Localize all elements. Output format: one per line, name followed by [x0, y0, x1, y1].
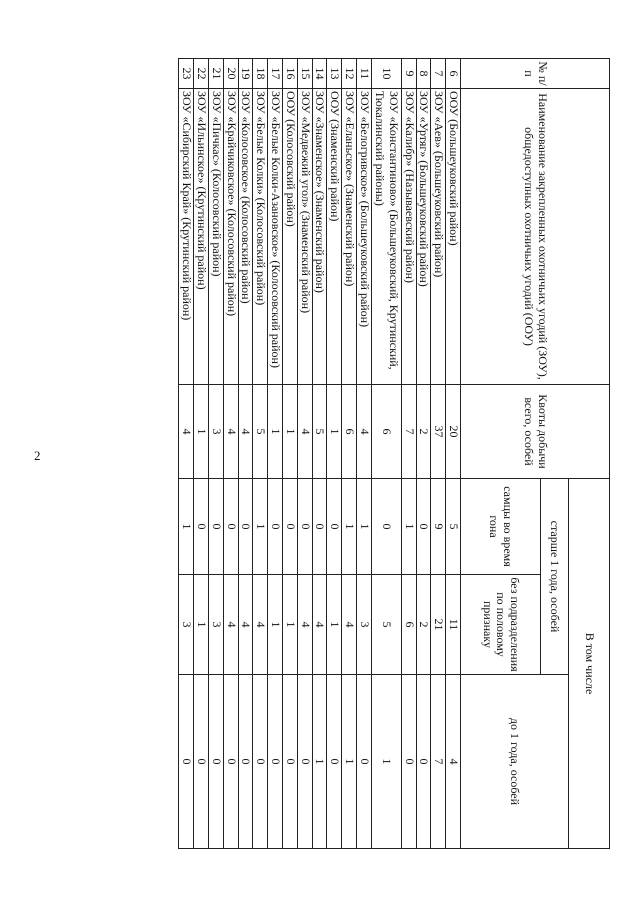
- row-males: 0: [416, 479, 431, 575]
- row-quota: 1: [194, 385, 209, 479]
- row-number: 22: [194, 59, 209, 89]
- row-name: ЗОУ «Крайчиковское» (Колосовский район): [223, 89, 238, 385]
- row-number: 14: [312, 59, 327, 89]
- row-quota: 6: [342, 385, 357, 479]
- header-males: самцы во время гона: [461, 479, 541, 575]
- row-young: 0: [327, 675, 342, 849]
- row-quota: 6: [371, 385, 401, 479]
- table-row: [223, 59, 238, 849]
- row-name: ЗОУ «Белые Колки» (Колосовский район): [253, 89, 268, 385]
- row-males: 1: [253, 479, 268, 575]
- row-males: 0: [209, 479, 224, 575]
- row-no-gender: 3: [179, 575, 194, 675]
- row-name: ЗОУ «Белогривское» (Большеуковский район): [357, 89, 372, 385]
- row-males: 0: [283, 479, 298, 575]
- row-no-gender: 4: [223, 575, 238, 675]
- row-young: 0: [194, 675, 209, 849]
- row-males: 0: [297, 479, 312, 575]
- row-quota: 37: [431, 385, 446, 479]
- table-row: [357, 59, 372, 849]
- row-no-gender: 6: [401, 575, 416, 675]
- row-males: 1: [342, 479, 357, 575]
- row-quota: 7: [401, 385, 416, 479]
- table-row: [297, 59, 312, 849]
- row-no-gender: 4: [312, 575, 327, 675]
- row-number: 13: [327, 59, 342, 89]
- row-quota: 3: [209, 385, 224, 479]
- row-young: 0: [357, 675, 372, 849]
- row-quota: 4: [179, 385, 194, 479]
- row-no-gender: 11: [446, 575, 461, 675]
- row-number: 6: [446, 59, 461, 89]
- row-name: ООУ (Знаменский район): [327, 89, 342, 385]
- table-row: [342, 59, 357, 849]
- row-no-gender: 2: [416, 575, 431, 675]
- row-males: 0: [268, 479, 283, 575]
- row-number: 11: [357, 59, 372, 89]
- table-row: [416, 59, 431, 849]
- row-number: 21: [209, 59, 224, 89]
- row-no-gender: 1: [194, 575, 209, 675]
- row-no-gender: 5: [371, 575, 401, 675]
- row-young: 0: [401, 675, 416, 849]
- header-young: до 1 года, особей: [461, 675, 569, 849]
- quota-table: [178, 58, 610, 849]
- table-row: [268, 59, 283, 849]
- row-number: 12: [342, 59, 357, 89]
- table-row: [431, 59, 446, 849]
- row-males: 0: [194, 479, 209, 575]
- row-number: 23: [179, 59, 194, 89]
- table-row: [209, 59, 224, 849]
- row-name: ЗОУ «Медвежий угол» (Знаменский район): [297, 89, 312, 385]
- row-number: 17: [268, 59, 283, 89]
- row-young: 0: [268, 675, 283, 849]
- table-row: [446, 59, 461, 849]
- row-name: ЗОУ «Пичкас» (Колосовский район): [209, 89, 224, 385]
- row-young: 1: [342, 675, 357, 849]
- row-young: 4: [446, 675, 461, 849]
- row-no-gender: 1: [268, 575, 283, 675]
- row-quota: 4: [357, 385, 372, 479]
- row-name: ЗОУ «Знаменское» (Знаменский район): [312, 89, 327, 385]
- row-young: 0: [297, 675, 312, 849]
- row-number: 20: [223, 59, 238, 89]
- row-males: 5: [446, 479, 461, 575]
- header-no-gender: без подразделения по половому признаку: [461, 575, 541, 675]
- header-number: № п/п: [461, 59, 610, 89]
- header-name: Наименование закрепленных охотничьих угодий (ЗОУ), общедоступных охотничьих угодий (ООУ): [461, 89, 610, 385]
- row-quota: 1: [268, 385, 283, 479]
- row-quota: 4: [238, 385, 253, 479]
- header-including: В том числе: [569, 479, 610, 849]
- row-number: 19: [238, 59, 253, 89]
- row-quota: 4: [223, 385, 238, 479]
- row-males: 1: [357, 479, 372, 575]
- rotated-table-container: [180, 58, 610, 848]
- row-no-gender: 1: [283, 575, 298, 675]
- row-young: 1: [371, 675, 401, 849]
- row-young: 0: [253, 675, 268, 849]
- row-males: 0: [238, 479, 253, 575]
- row-name: ЗОУ «Константиново» (Большеуковский, Крутинский, Тюкалинский районы): [371, 89, 401, 385]
- row-quota: 2: [416, 385, 431, 479]
- row-males: 1: [401, 479, 416, 575]
- table-body: [179, 59, 461, 849]
- row-young: 0: [416, 675, 431, 849]
- row-name: ЗОУ «Ильинское» (Крутинский район): [194, 89, 209, 385]
- table-row: [401, 59, 416, 849]
- row-males: 9: [431, 479, 446, 575]
- row-young: 0: [238, 675, 253, 849]
- row-quota: 1: [327, 385, 342, 479]
- row-number: 7: [431, 59, 446, 89]
- row-no-gender: 4: [253, 575, 268, 675]
- row-no-gender: 1: [327, 575, 342, 675]
- row-name: ЗОУ «Калибр» (Называевский район): [401, 89, 416, 385]
- row-quota: 20: [446, 385, 461, 479]
- row-young: 0: [283, 675, 298, 849]
- row-name: ЗОУ «Колосовское» (Колосовский район): [238, 89, 253, 385]
- row-quota: 5: [253, 385, 268, 479]
- table-row: [312, 59, 327, 849]
- table-row: [371, 59, 401, 849]
- table-row: [238, 59, 253, 849]
- row-name: ЗОУ «Белые Колки-Азановское» (Колосовский район): [268, 89, 283, 385]
- row-no-gender: 3: [209, 575, 224, 675]
- row-number: 18: [253, 59, 268, 89]
- row-young: 0: [179, 675, 194, 849]
- row-name: ЗОУ «Еланьское» (Знаменский район): [342, 89, 357, 385]
- row-young: 0: [223, 675, 238, 849]
- row-no-gender: 4: [297, 575, 312, 675]
- row-young: 1: [312, 675, 327, 849]
- row-number: 15: [297, 59, 312, 89]
- row-quota: 5: [312, 385, 327, 479]
- row-males: 0: [312, 479, 327, 575]
- row-no-gender: 21: [431, 575, 446, 675]
- row-young: 0: [209, 675, 224, 849]
- row-males: 0: [223, 479, 238, 575]
- row-number: 10: [371, 59, 401, 89]
- row-number: 16: [283, 59, 298, 89]
- row-young: 7: [431, 675, 446, 849]
- header-quota: Квоты добычи всего, особей: [461, 385, 610, 479]
- row-name: ООУ (Большеуковский район): [446, 89, 461, 385]
- row-no-gender: 4: [238, 575, 253, 675]
- table-row: [283, 59, 298, 849]
- row-males: 0: [371, 479, 401, 575]
- table-row: [327, 59, 342, 849]
- page-number: 2: [34, 448, 41, 463]
- row-number: 9: [401, 59, 416, 89]
- row-males: 0: [327, 479, 342, 575]
- row-name: ООУ (Колосовский район): [283, 89, 298, 385]
- row-number: 8: [416, 59, 431, 89]
- row-name: ЗОУ «Уртяг» (Большеуковский район): [416, 89, 431, 385]
- table-row: [179, 59, 194, 849]
- row-name: ЗОУ «Сибирский Край» (Крутинский район): [179, 89, 194, 385]
- row-name: ЗОУ «Аев» (Большеуковский район): [431, 89, 446, 385]
- row-no-gender: 4: [342, 575, 357, 675]
- table-row: [253, 59, 268, 849]
- header-older: старше 1 года, особей: [541, 479, 569, 675]
- table-row: [194, 59, 209, 849]
- row-males: 1: [179, 479, 194, 575]
- row-quota: 1: [283, 385, 298, 479]
- row-no-gender: 3: [357, 575, 372, 675]
- row-quota: 4: [297, 385, 312, 479]
